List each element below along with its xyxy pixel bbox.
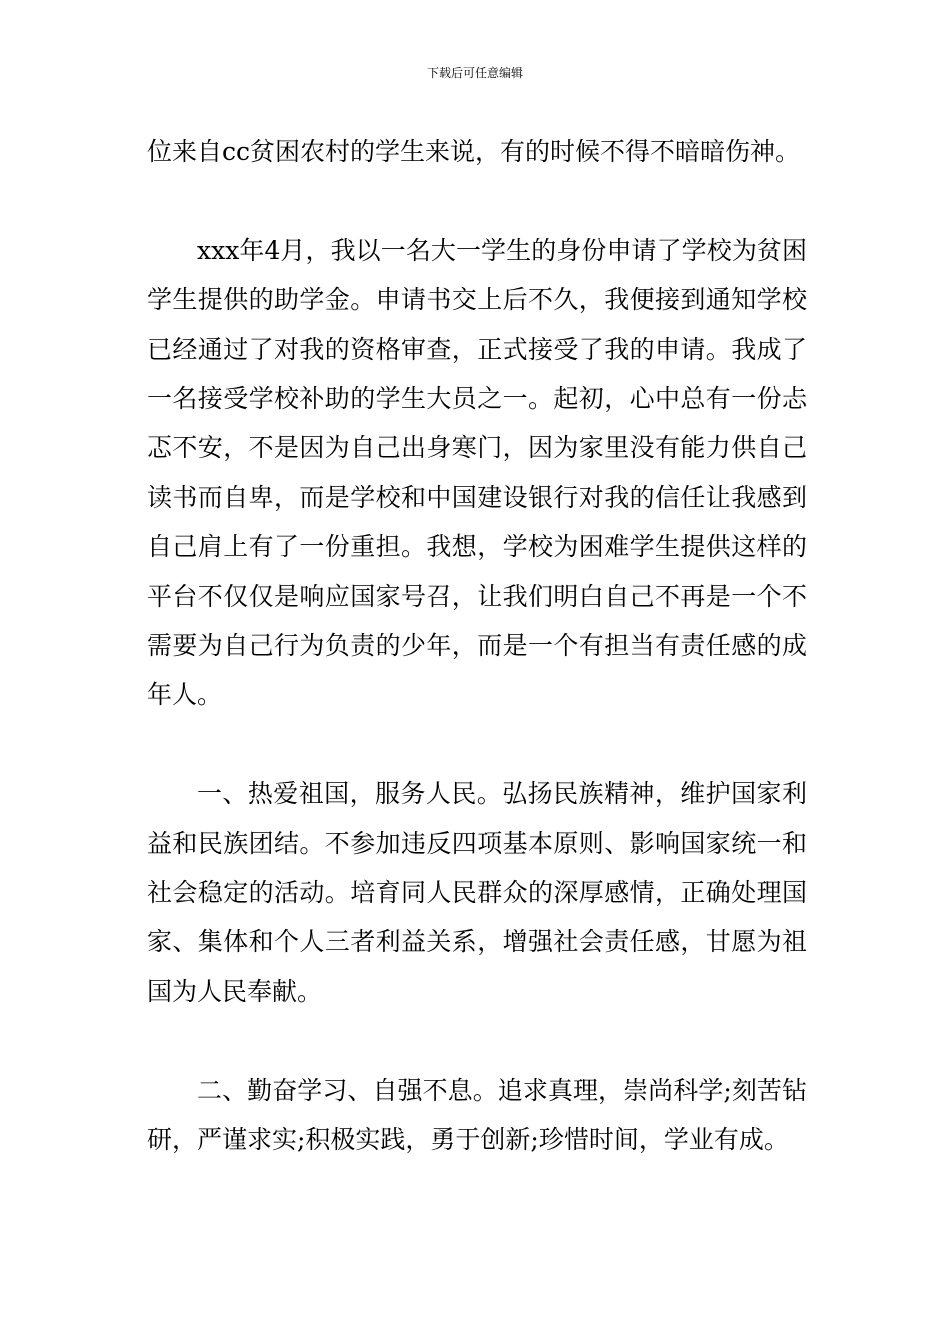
paragraph-continued: 位来自cc贫困农村的学生来说，有的时候不得不暗暗伤神。	[147, 137, 801, 166]
paragraph-item-one: 一、热爱祖国，服务人民。弘扬民族精神，维护国家利益和民族团结。不参加违反四项基本原则、影响国家统一和社会稳定的活动。培育同人民群众的深厚感情，正确处理国家、集体和个人三者利益关系，增强社会责任感，甘愿为祖国为人民奉献。	[147, 779, 807, 1006]
document-body	[147, 127, 807, 1164]
page-header: 下载后可任意编辑	[426, 66, 523, 80]
paragraph-item-two: 二、勤奋学习、自强不息。追求真理，崇尚科学;刻苦钻研，严谨求实;积极实践，勇于创新;珍惜时间，学业有成。	[147, 1075, 807, 1155]
paragraph-application: xxx年4月，我以一名大一学生的身份申请了学校为贫困学生提供的助学金。申请书交上后不久，我便接到通知学校已经通过了对我的资格审查，正式接受了我的申请。我成了一名接受学校补助的学生大员之一。起初，心中总有一份忐忑不安，不是因为自己出身寒门，因为家里没有能力供自己读书而自卑，而是学校和中国建设银行对我的信任让我感到自己肩上有了一份重担。我想，学校为困难学生提供这样的平台不仅仅是响应国家号召，让我们明白自己不再是一个不需要为自己行为负责的少年，而是一个有担当有责任感的成年人。	[147, 235, 807, 710]
